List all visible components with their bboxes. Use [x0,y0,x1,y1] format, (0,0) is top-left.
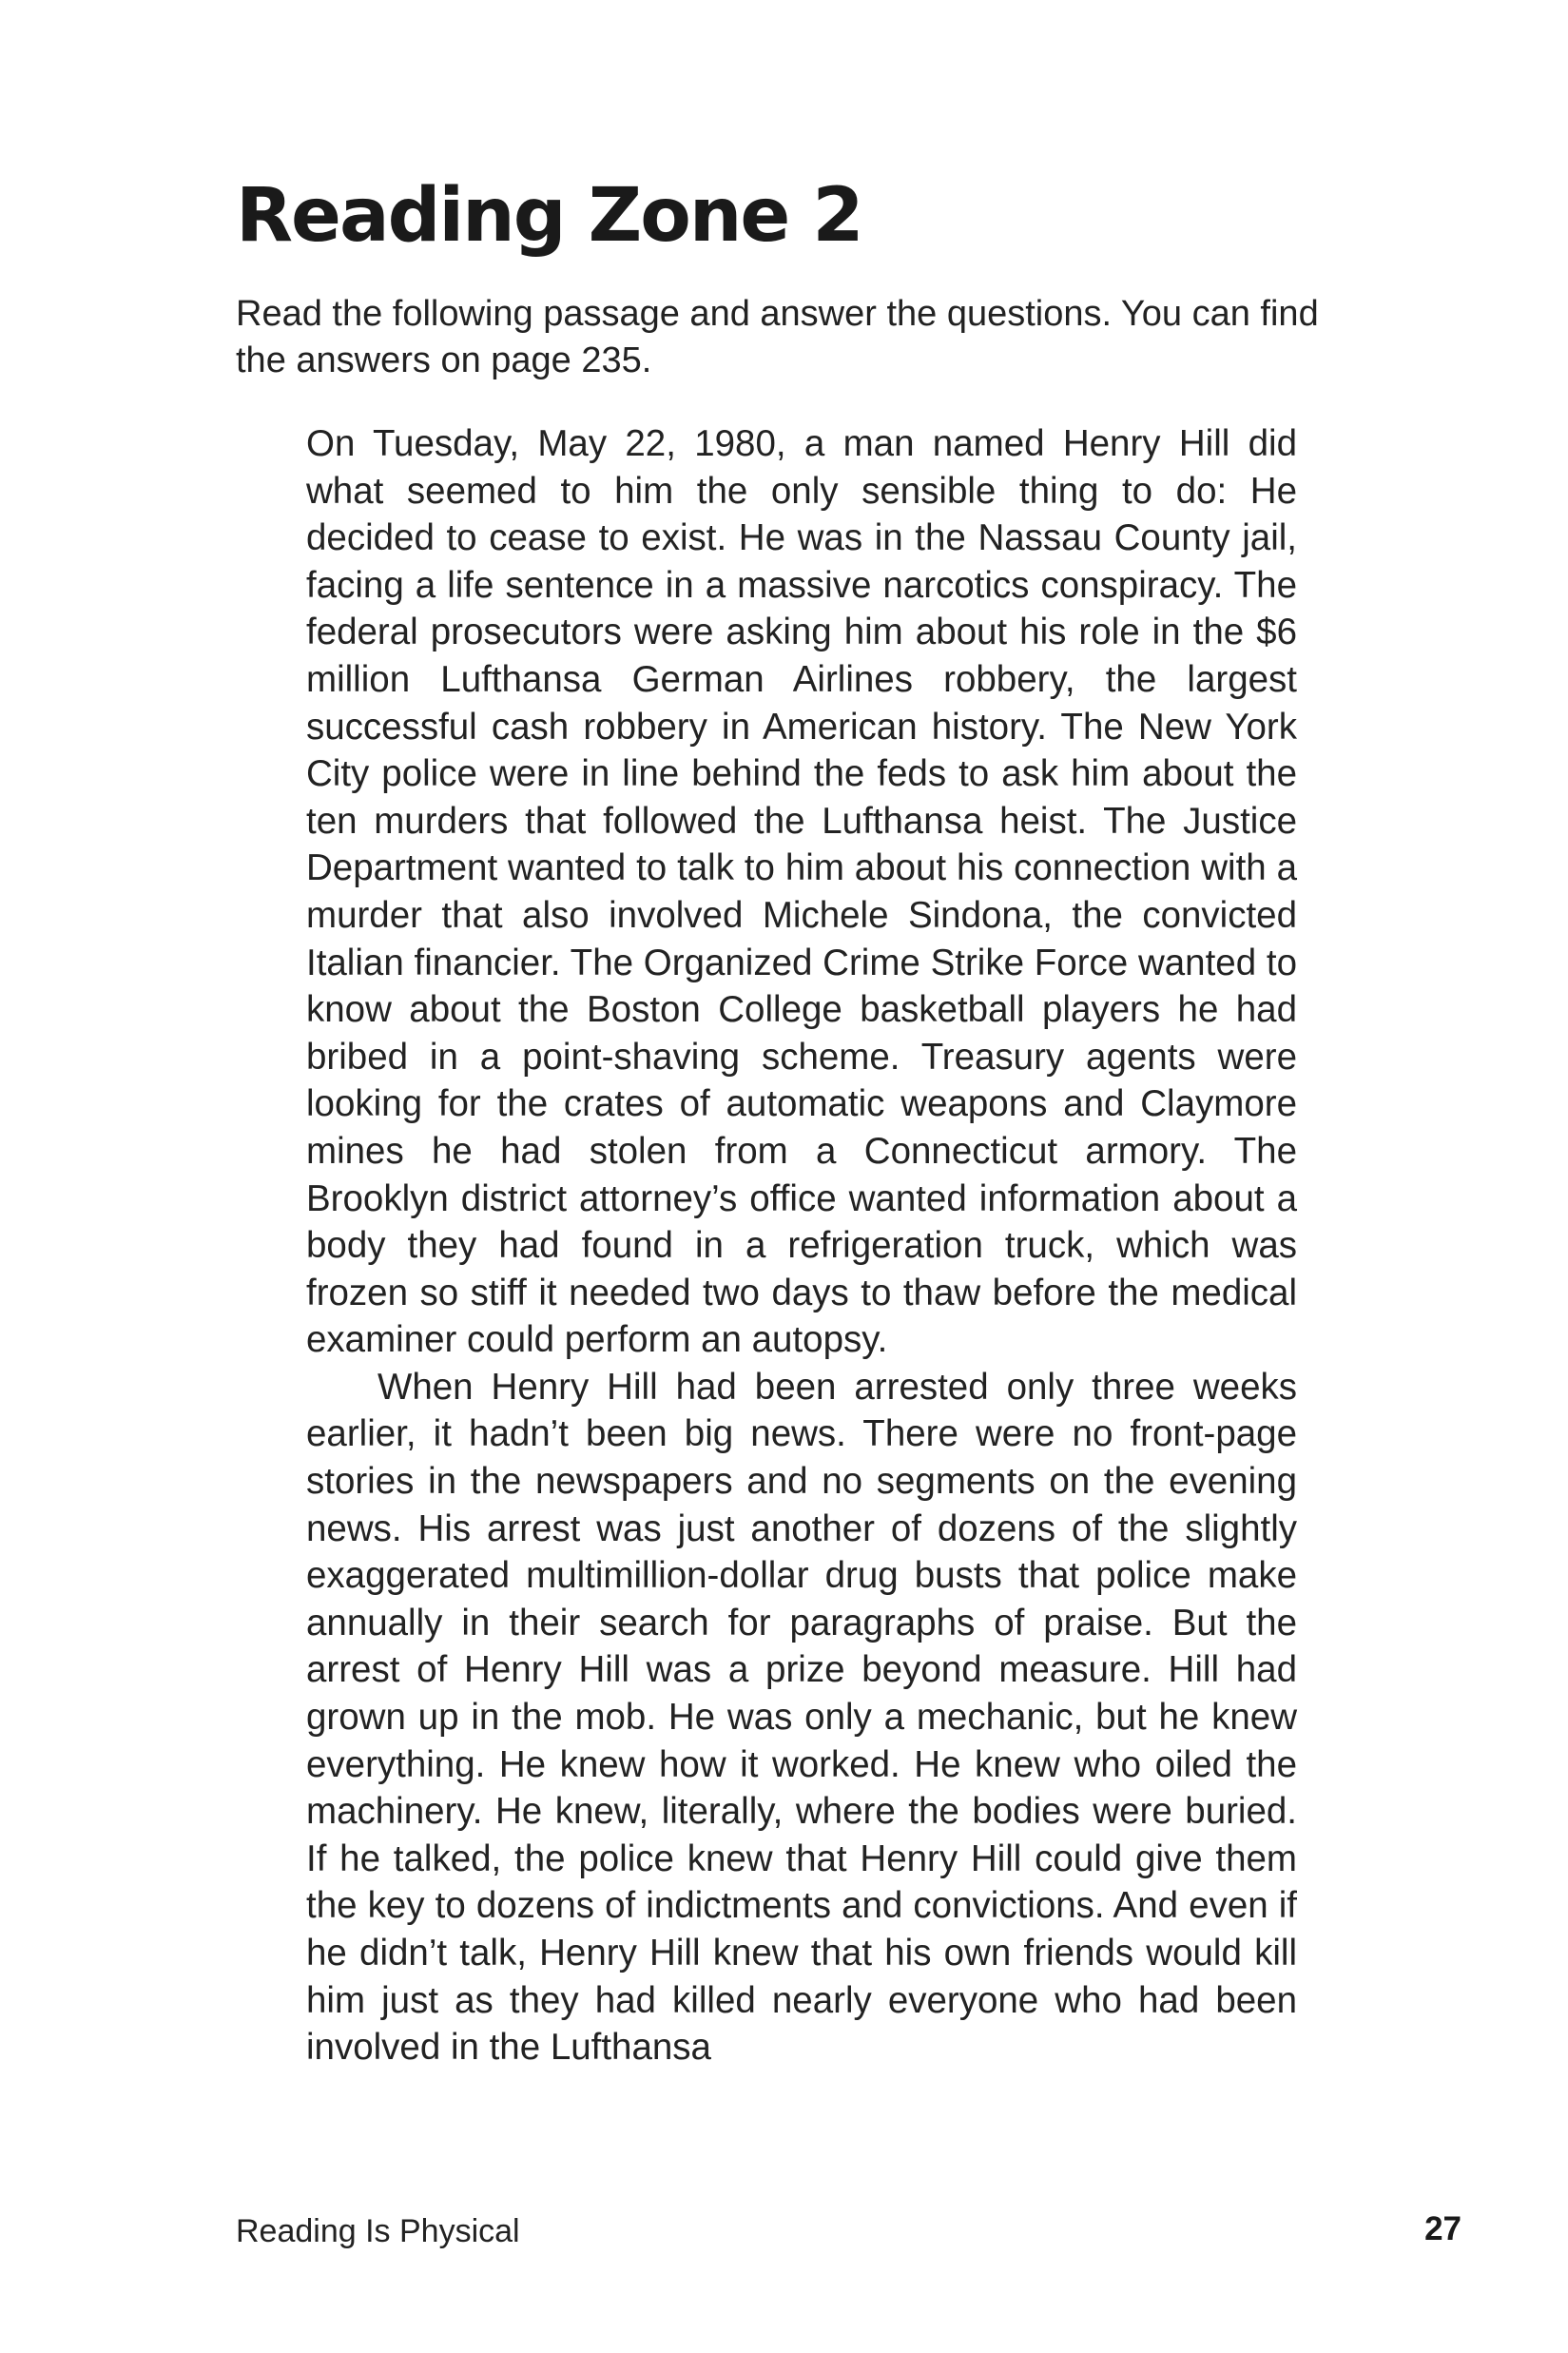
passage-paragraph: On Tuesday, May 22, 1980, a man named Henry Hill did what seemed to him the only sensible thing to do: He decided to cease to exist. He was in the Nassau County jail, facing a life sentence in a massive narcotics conspiracy. The federal prosecutors were asking him about his role in the $6 million Lufthansa German Airlines robbery, the largest successful cash robbery in American history. The New York City police were in line behind the feds to ask him about the ten murders that followed the Lufthansa heist. The Justice Department wanted to talk to him about his connection with a murder that also involved Michele Sindona, the convicted Italian financier. The Organized Crime Strike Force wanted to know about the Boston College basketball players he had bribed in a point-shaving scheme. Treasury agents were looking for the crates of automatic weapons and Claymore mines he had stolen from a Connecticut armory. The Brooklyn district attorney’s office wanted information about a body they had found in a refrigeration truck, which was frozen so stiff it needed two days to thaw before the medical examiner could perform an autopsy. [306,423,1297,1361]
page-title: Reading Zone 2 [236,173,862,259]
instructions-text: Read the following passage and answer the questions. You can find the answers on page 235. [236,294,1319,380]
passage [306,420,1297,2071]
footer-book-title: Reading Is Physical [236,2213,520,2249]
page-number: 27 [1424,2210,1462,2247]
passage-paragraph: When Henry Hill had been arrested only three weeks earlier, it hadn’t been big news. There were no front-page stories in the newspapers and no segments on the evening news. His arrest was just another of dozens of the slightly exaggerated multimillion-dollar drug busts that police make annually in their search for paragraphs of praise. But the arrest of Henry Hill was a prize beyond measure. Hill had grown up in the mob. He was only a mechanic, but he knew everything. He knew how it worked. He knew who oiled the machinery. He knew, literally, where the bodies were buried. If he talked, the police knew that Henry Hill could give them the key to dozens of indictments and convictions. And even if he didn’t talk, Henry Hill knew that his own friends would kill him just as they had killed nearly everyone who had been involved in the Lufthansa [306,1366,1297,2069]
